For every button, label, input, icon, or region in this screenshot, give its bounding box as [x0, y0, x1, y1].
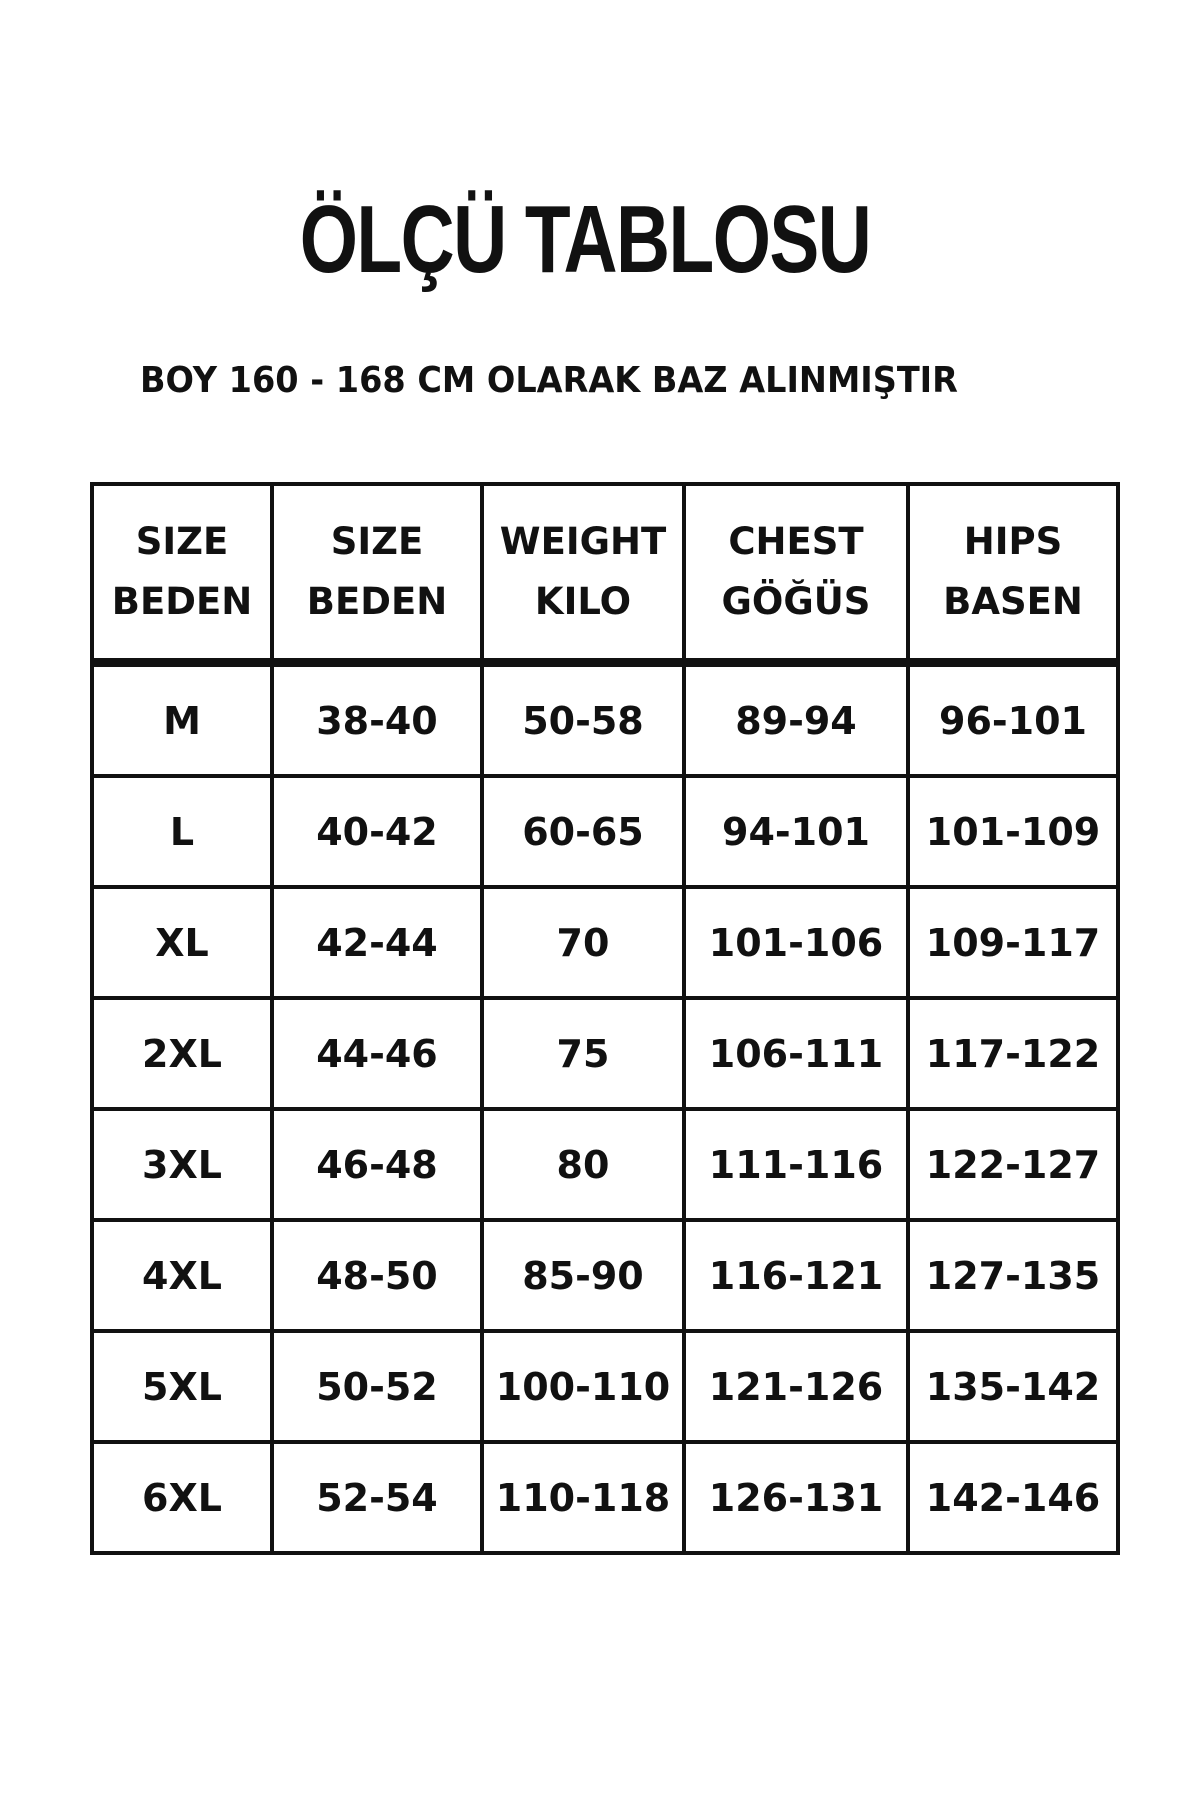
page-subtitle: BOY 160 - 168 CM OLARAK BAZ ALINMIŞTIR: [140, 360, 958, 401]
header-chest-gogus: [684, 484, 908, 663]
hips-cell: 122-127: [908, 1109, 1118, 1220]
table-row: [92, 776, 1118, 887]
weight-cell: 60-65: [482, 776, 684, 887]
table-row: [92, 1109, 1118, 1220]
weight-cell: 50-58: [482, 663, 684, 777]
size-chart-table: [90, 482, 1120, 1555]
header-size-beden-2: [272, 484, 482, 663]
size-number-cell: 44-46: [272, 998, 482, 1109]
size-number-cell: 46-48: [272, 1109, 482, 1220]
weight-cell: 70: [482, 887, 684, 998]
header-label: HIPS: [963, 520, 1063, 563]
weight-cell: 85-90: [482, 1220, 684, 1331]
header-label: SIZE: [135, 520, 229, 563]
weight-cell: 75: [482, 998, 684, 1109]
hips-cell: 127-135: [908, 1220, 1118, 1331]
page-title: ÖLÇÜ TABLOSU: [299, 186, 871, 293]
size-number-cell: 48-50: [272, 1220, 482, 1331]
chest-cell: 121-126: [684, 1331, 908, 1442]
hips-cell: 96-101: [908, 663, 1118, 777]
header-label: BASEN: [943, 580, 1083, 623]
header-label: KILO: [534, 580, 632, 623]
hips-cell: 117-122: [908, 998, 1118, 1109]
header-hips-basen: [908, 484, 1118, 663]
chest-cell: 111-116: [684, 1109, 908, 1220]
header-label: GÖĞÜS: [721, 580, 871, 623]
size-letter-cell: 2XL: [92, 998, 272, 1109]
size-number-cell: 50-52: [272, 1331, 482, 1442]
chest-cell: 126-131: [684, 1442, 908, 1553]
table-row: [92, 887, 1118, 998]
header-weight-kilo: [482, 484, 684, 663]
weight-cell: 100-110: [482, 1331, 684, 1442]
size-letter-cell: 4XL: [92, 1220, 272, 1331]
hips-cell: 135-142: [908, 1331, 1118, 1442]
chest-cell: 101-106: [684, 887, 908, 998]
size-letter-cell: 6XL: [92, 1442, 272, 1553]
size-letter-cell: 3XL: [92, 1109, 272, 1220]
header-label: BEDEN: [111, 580, 253, 623]
size-number-cell: 40-42: [272, 776, 482, 887]
hips-cell: 101-109: [908, 776, 1118, 887]
header-label: WEIGHT: [499, 520, 667, 563]
size-letter-cell: XL: [92, 887, 272, 998]
size-letter-cell: M: [92, 663, 272, 777]
header-label: SIZE: [330, 520, 424, 563]
size-number-cell: 52-54: [272, 1442, 482, 1553]
chest-cell: 94-101: [684, 776, 908, 887]
hips-cell: 109-117: [908, 887, 1118, 998]
table-row: [92, 1331, 1118, 1442]
table-row: [92, 663, 1118, 777]
chest-cell: 106-111: [684, 998, 908, 1109]
table-header-row: [92, 484, 1118, 663]
hips-cell: 142-146: [908, 1442, 1118, 1553]
size-letter-cell: L: [92, 776, 272, 887]
size-letter-cell: 5XL: [92, 1331, 272, 1442]
header-label: BEDEN: [306, 580, 448, 623]
chest-cell: 116-121: [684, 1220, 908, 1331]
weight-cell: 110-118: [482, 1442, 684, 1553]
table-row: [92, 1442, 1118, 1553]
size-number-cell: 42-44: [272, 887, 482, 998]
header-label: CHEST: [728, 520, 864, 563]
header-size-beden-1: [92, 484, 272, 663]
table-row: [92, 1220, 1118, 1331]
chest-cell: 89-94: [684, 663, 908, 777]
weight-cell: 80: [482, 1109, 684, 1220]
size-number-cell: 38-40: [272, 663, 482, 777]
table-row: [92, 998, 1118, 1109]
